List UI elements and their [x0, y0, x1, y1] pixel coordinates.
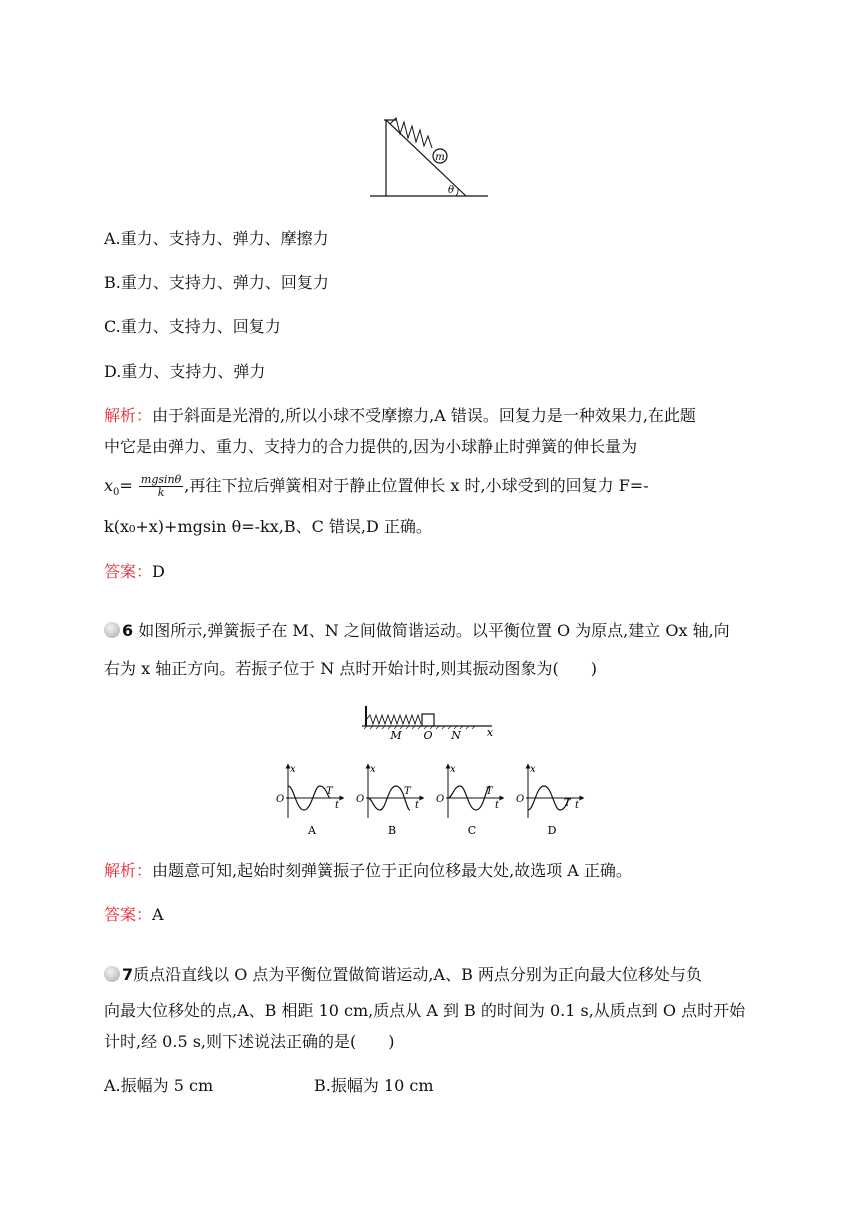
analysis-line-4: k(x₀+x)+mgsin θ=-kx,B、C 错误,D 正确。: [104, 517, 432, 536]
svg-text:t: t: [495, 800, 500, 811]
graph-a: [276, 764, 342, 837]
svg-text:T: T: [564, 798, 571, 809]
analysis-6: 解析：由题意可知,起始时刻弹簧振子位于正向位移最大处,故选项 A 正确。: [104, 861, 632, 880]
mass-label: m: [435, 152, 445, 163]
graph-d: [516, 764, 582, 837]
question-7-line-1: 7质点沿直线以 O 点为平衡位置做简谐运动,A、B 两点分别为正向最大位移处与负: [104, 964, 702, 986]
answer-label: 答案：: [104, 562, 153, 581]
svg-text:T: T: [486, 786, 493, 797]
label-M: M: [390, 729, 402, 742]
graph-b-label: B: [387, 824, 397, 837]
question-6-line-1: 6 如图所示,弹簧振子在 M、N 之间做简谐运动。以平衡位置 O 为原点,建立 Ox 轴,向: [104, 620, 730, 642]
vibration-graphs: [272, 760, 592, 840]
analysis-label: 解析：: [104, 406, 153, 425]
question-7-line-3: 计时,经 0.5 s,则下述说法正确的是( ): [104, 1032, 395, 1051]
question-6-line-2: 右为 x 轴正方向。若振子位于 N 点时开始计时,则其振动图象为( ): [104, 659, 597, 678]
svg-text:O: O: [356, 794, 365, 805]
svg-text:O: O: [276, 794, 285, 805]
fraction: $\frac{mgsin\theta}{k}$: [140, 473, 182, 499]
svg-text:x: x: [530, 764, 536, 775]
angle-label: θ: [448, 185, 455, 196]
label-O: O: [423, 729, 433, 742]
svg-text:x: x: [450, 764, 456, 775]
svg-text:t: t: [335, 800, 340, 811]
label-x: x: [486, 726, 494, 739]
svg-text:T: T: [326, 786, 333, 797]
option-7a: A.振幅为 5 cm: [104, 1076, 214, 1095]
analysis-label: 解析：: [104, 861, 153, 880]
option-c: C.重力、支持力、回复力: [104, 317, 281, 336]
svg-text:x: x: [370, 764, 376, 775]
graph-d-label: D: [547, 824, 557, 837]
option-a: A.重力、支持力、弹力、摩擦力: [104, 229, 329, 248]
question-7-line-2: 向最大位移处的点,A、B 相距 10 cm,质点从 A 到 B 的时间为 0.1 s,从质点到 O 点时开始: [104, 1001, 746, 1020]
graph-c: [436, 764, 502, 837]
analysis-line-1: 解析：由于斜面是光滑的,所以小球不受摩擦力,A 错误。回复力是一种效果力,在此题: [104, 406, 696, 425]
answer-5: 答案：D: [104, 562, 165, 581]
svg-text:O: O: [516, 794, 525, 805]
incline-figure: [368, 112, 492, 200]
graph-a-label: A: [308, 824, 316, 837]
answer-label: 答案：: [104, 905, 153, 924]
svg-text:t: t: [575, 800, 580, 811]
question-badge-icon: [104, 622, 120, 638]
option-d: D.重力、支持力、弹力: [104, 362, 266, 381]
analysis-line-2: 中它是由弹力、重力、支持力的合力提供的,因为小球静止时弹簧的伸长量为: [104, 437, 638, 456]
question-badge-icon: [104, 966, 120, 982]
analysis-line-3: $x_0=$ $\frac{mgsin\theta}{k}$ ,再往下拉后弹簧相对于静止位置伸长 x 时,小球受到的回复力 F=-: [104, 473, 649, 499]
svg-text:O: O: [436, 794, 445, 805]
graph-c-label: C: [467, 824, 477, 837]
svg-text:t: t: [415, 800, 420, 811]
graph-b: [356, 764, 422, 837]
spring-oscillator-figure: [360, 702, 500, 742]
svg-text:T: T: [404, 786, 411, 797]
label-N: N: [451, 729, 461, 742]
option-b: B.重力、支持力、弹力、回复力: [104, 273, 329, 292]
answer-6: 答案：A: [104, 905, 164, 924]
option-7b: B.振幅为 10 cm: [314, 1076, 434, 1095]
svg-text:x: x: [290, 764, 296, 775]
